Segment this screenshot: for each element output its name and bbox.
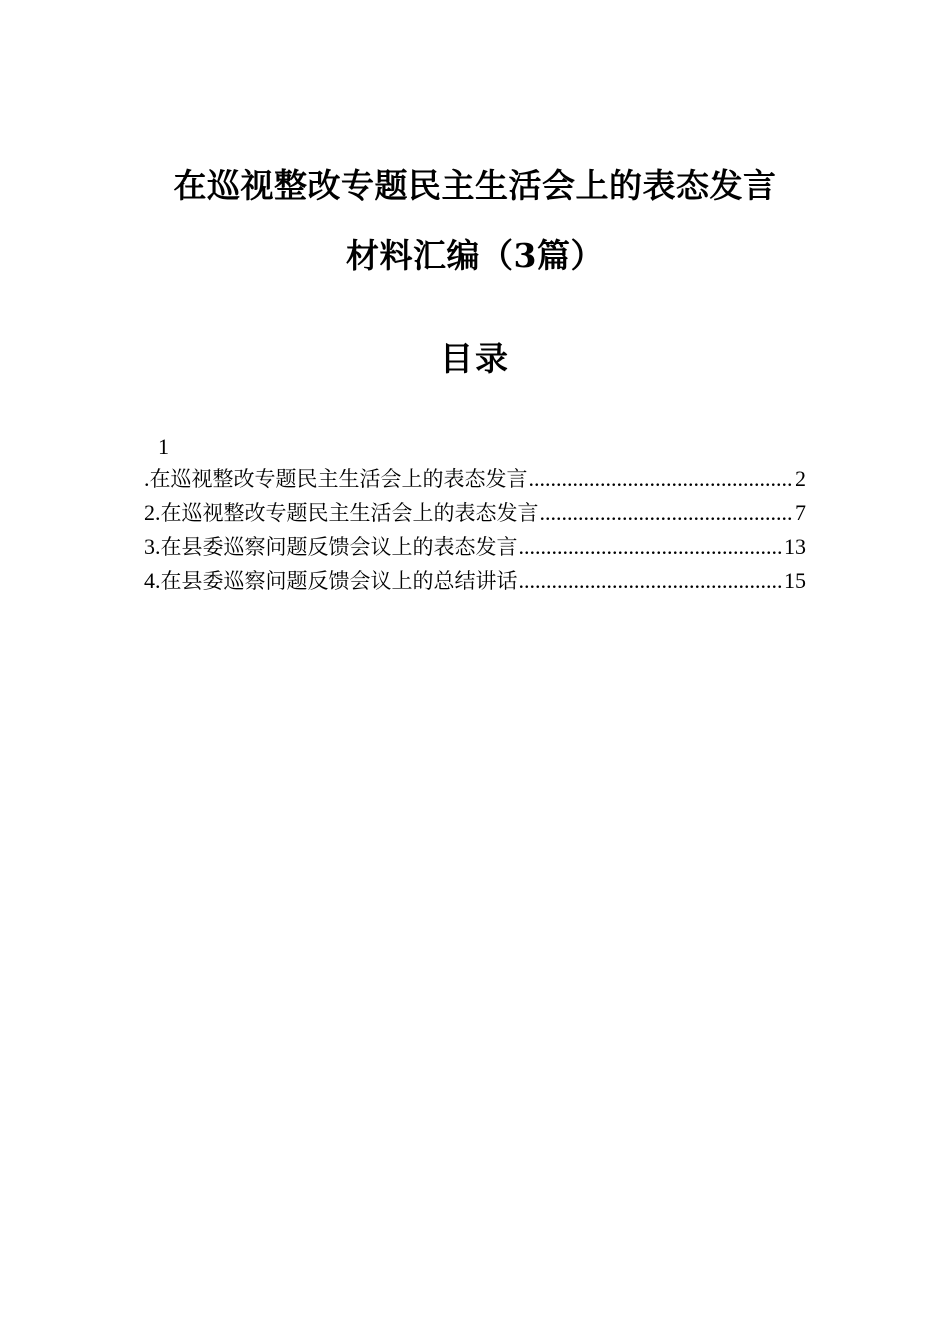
toc-heading: 目录 bbox=[440, 339, 510, 378]
toc-entry-page: 15 bbox=[784, 568, 806, 593]
toc-entry-text: 在县委巡察问题反馈会议上的表态发言 bbox=[160, 535, 518, 559]
toc-entry-number: 3. bbox=[144, 534, 161, 559]
toc-entry-number-suffix: . bbox=[144, 466, 150, 491]
toc-entry-number: 4. bbox=[144, 568, 161, 593]
toc-entry-page: 7 bbox=[795, 500, 806, 525]
toc-entry-text: 在县委巡察问题反馈会议上的总结讲话 bbox=[160, 569, 518, 593]
document-title-line-1: 在巡视整改专题民主生活会上的表态发言 bbox=[173, 166, 777, 205]
toc-dot-leader bbox=[540, 496, 795, 530]
toc-entry-text: 在巡视整改专题民主生活会上的表态发言 bbox=[160, 501, 539, 525]
toc-entry-number: 2. bbox=[144, 500, 161, 525]
toc-entry-4[interactable] bbox=[144, 564, 806, 598]
toc-entry-1[interactable] bbox=[144, 462, 806, 496]
toc-entry-text: 在巡视整改专题民主生活会上的表态发言 bbox=[149, 467, 528, 491]
toc-entry-2[interactable] bbox=[144, 496, 806, 530]
toc-dot-leader bbox=[519, 530, 784, 564]
toc-dot-leader bbox=[519, 564, 784, 598]
table-of-contents bbox=[144, 432, 806, 598]
toc-entry-3[interactable] bbox=[144, 530, 806, 564]
toc-entry-page: 2 bbox=[795, 466, 806, 491]
toc-entry-page: 13 bbox=[784, 534, 806, 559]
toc-dot-leader bbox=[529, 462, 795, 496]
document-title-line-2: 材料汇编（3篇） bbox=[346, 236, 604, 275]
toc-entry-1-number: 1 bbox=[158, 434, 169, 459]
